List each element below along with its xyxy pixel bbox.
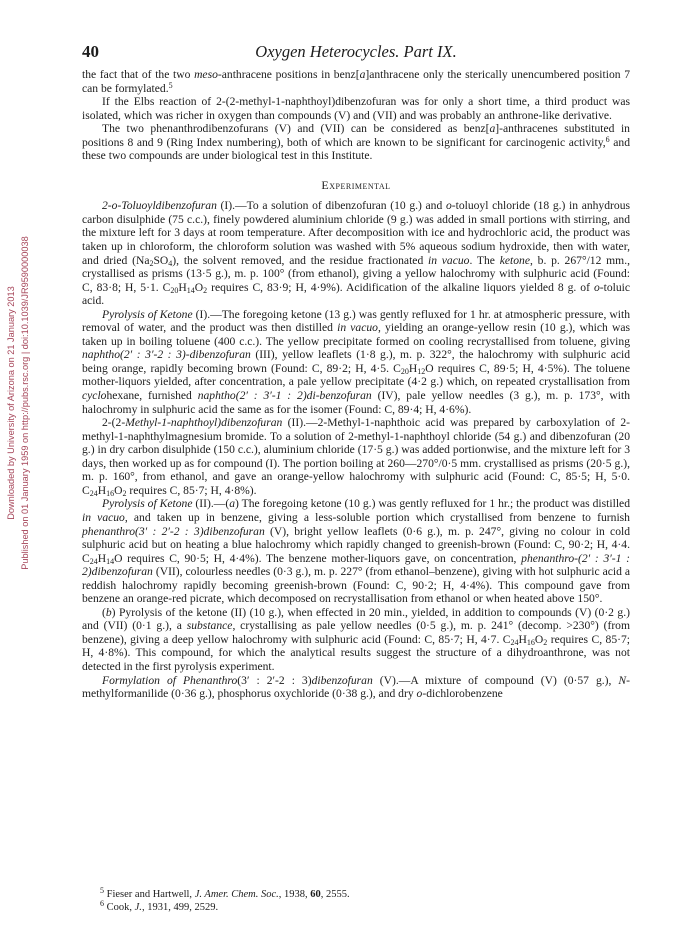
footnote-ref: 6 (605, 134, 610, 144)
paragraph: 2-o-Toluoyldibenzofuran (I).—To a solution of dibenzofuran (10 g.) and o-toluoyl chloride (18 g.) in anhydrous carbon disulphide (75 c.c.), finely powdered aluminium chloride (9 g.) was added in small portions with stirring, and the mixture left for 3 days at room temperature. After decomposition with ice and hydrochloric acid, the product was taken up in chloroform, the chloroform solution was washed with 5% aqueous sodium hydroxide, then with water, and dried $(Na_2SO_4)$, the solvent removed, and the residue fractionated in vacuo. The ketone, b. p. 267°/12 mm., crystallised as prisms (13·5 g.), m. p. 100° (from ethanol), giving a yellow halochromy with sulphuric acid (Found: C, 83·8; H, 5·1. $C_{20}H_{14}O_2$ requires C, 83·9; H, 4·9%). Acidification of the alkaline liquors yielded 8 g. of o-toluic acid. (82, 199, 630, 308)
paragraph: 2-(2-Methyl-1-naphthoyl)dibenzofuran (II).—2-Methyl-1-naphthoic acid was prepared by carboxylation of 2-methyl-1-naphthylmagnesium bromide. To a solution of 2-methyl-1-naphthoyl chloride (54 g.) and dibenzofuran (20 g.) in dry carbon disulphide (150 c.c.), aluminium chloride (17·5 g.) was added portionwise, and the mixture left for 3 days, then worked up as for compound (I). The portion boiling at 260—270°/0·5 mm. crystallised as prisms (20·5 g.), m. p. 160°, from ethanol, and gave an orange-yellow halochromy with sulphuric acid (Found: C, 85·5; H, 5·0. $C_{24}H_{16}O_2$ requires C, 85·7; H, 4·8%). (82, 416, 630, 498)
paragraph: Pyrolysis of Ketone (I).—The foregoing ketone (13 g.) was gently refluxed for 1 hr. at atmospheric pressure, with removal of water, and the product was then distilled in vacuo, yielding an orange-yellow resin (10 g.), which was taken up in boiling toluene (400 c.c.). The yellow precipitate formed on cooling recrystallised from toluene, giving naphtho(2′ : 3′-2 : 3)-dibenzofuran (III), yellow leaflets (1·8 g.), m. p. 322°, the halochromy with sulphuric acid being orange, rapidly becoming brown (Found: C, 89·2; H, 4·5. $C_{20}H_{12}O$ requires C, 89·5; H, 4·5%). The toluene mother-liquors yielded, after concentration, a pale yellow precipitate (4·2 g.) which, on repeated crystallisation from cyclohexane, furnished naphtho(2′ : 3′-1 : 2)di-benzofuran (IV), pale yellow needles (3 g.), m. p. 173°, with halochromy in sulphuric acid the same as for the isomer (Found: C, 89·4; H, 4·6%). (82, 307, 631, 416)
download-notice (4, 168, 18, 638)
paragraph: (b) Pyrolysis of the ketone (II) (10 g.), when effected in 20 min., yielded, in addition to compounds (V) (0·2 g.) and (VII) (0·1 g.), a substance, crystallising as pale yellow needles (0·5 g.), m. p. 241° (decomp. >230°) (from benzene), giving a deep yellow halochromy with sulphuric acid (Found: C, 85·7; H, 4·7. $C_{24}H_{16}O_2$ requires C, 85·7; H, 4·8%). This compound, for which the analytical results suggest the structure of a dihydroanthrone, was not detected in the first pyrolysis experiment. (82, 605, 631, 673)
section-heading: Experimental (321, 177, 391, 192)
paragraph: The two phenanthrodibenzofurans (V) and (VII) can be considered as benz[a]-anthracenes substituted in positions 8 and 9 (Ring Index numbering), both of which are known to be significant for carcinogenic activity,$^6$ and these two compounds are under biological test in this Institute. (82, 122, 630, 163)
running-title: Oxygen Heterocycles. Part IX. (255, 42, 457, 61)
page-number: 40 (82, 42, 99, 61)
footnote: $^6$ Cook, J., 1931, 499, 2529. (100, 898, 219, 913)
download-notice-text: Downloaded by University of Arizona on 21 January 2013 (6, 286, 16, 520)
publication-notice[interactable] (18, 168, 32, 638)
paragraph: Formylation of Phenanthro(3′ : 2′-2 : 3)dibenzofuran (V).—A mixture of compound (V) (0·57 g.), N-methylformanilide (0·36 g.), phosphorus oxychloride (0·38 g.), and dry o-dichlorobenzene (82, 673, 630, 701)
footnote: $^5$ Fieser and Hartwell, J. Amer. Chem. Soc., 1938, 60, 2555. (100, 886, 350, 900)
paragraph: the fact that of the two meso-anthracene positions in benz[a]anthracene only the sterically unencumbered position 7 can be formylated.$^5$ (82, 68, 631, 95)
footnote-ref: 5 (168, 80, 173, 90)
publication-doi-link[interactable]: Published on 01 January 1959 on http://pubs.rsc.org | doi:10.1039/JR9590000038 (20, 236, 30, 570)
footnotes (100, 886, 620, 914)
paragraph: Pyrolysis of Ketone (II).—(a) The foregoing ketone (10 g.) was gently refluxed for 1 hr.; the product was distilled in vacuo, and taken up in benzene, giving a less-soluble portion which crystallised from benzene to furnish phenanthro(3′ : 2′-2 : 3)dibenzofuran (V), bright yellow leaflets (0·6 g.), m. p. 247°, giving no colour in cold sulphuric acid but on heating a blue halochromy which rapidly changed to greenish-brown (Found: C, 90·2; H, 4·4. $C_{24}H_{14}O$ requires C, 90·5; H, 4·4%). The benzene mother-liquors gave, on concentration, phenanthro-(2′ : 3′-1 : 2)dibenzofuran (VII), colourless needles (0·3 g.), m. p. 227° (from ethanol–benzene), giving with hot sulphuric acid a reddish halochromy rapidly becoming greenish-brown (Found: C, 90·2; H, 4·4%). This compound gave from benzene an orange-red picrate, which decomposed on recrystallisation from ethanol or when heated above 150°. (82, 497, 631, 606)
paragraph: If the Elbs reaction of 2-(2-methyl-1-naphthoyl)dibenzofuran was for only a short time, a third product was isolated, which was richer in oxygen than compounds (V) and (VII) and was probably an anthrone-like derivative. (82, 95, 630, 122)
page-header (82, 42, 630, 62)
article-body (82, 68, 630, 701)
